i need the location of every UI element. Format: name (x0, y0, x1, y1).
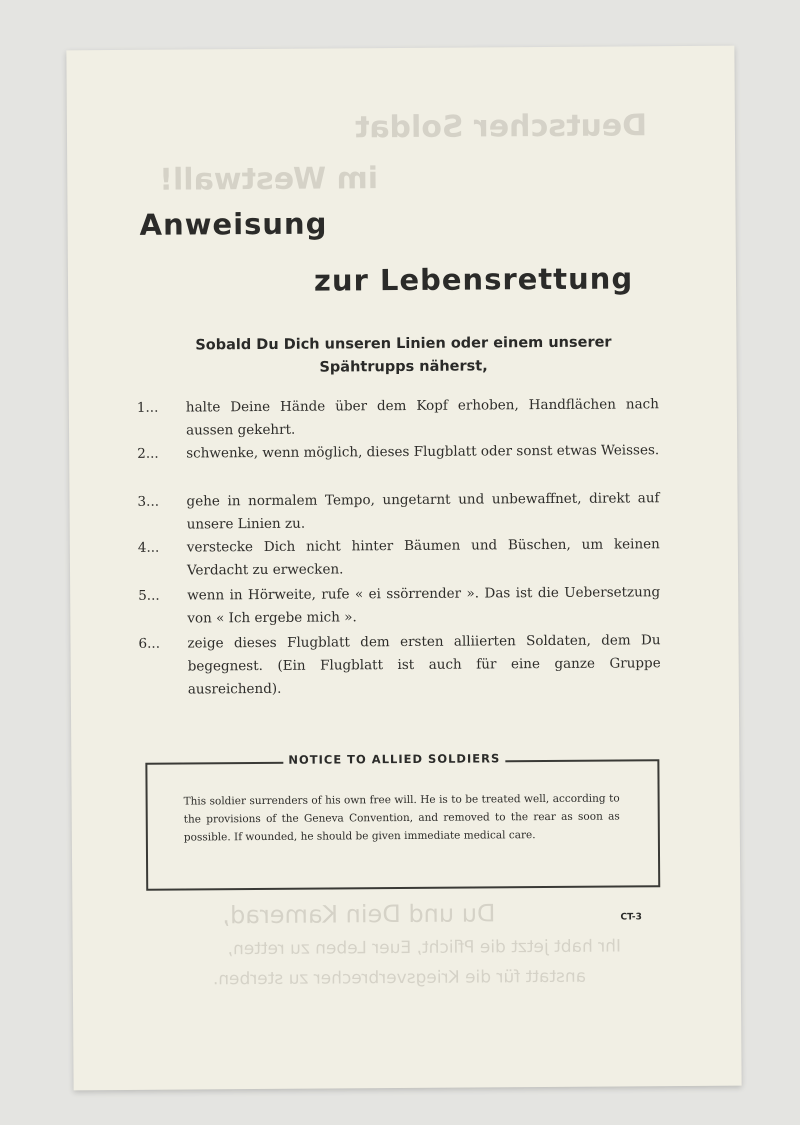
show-through-line1: Deutscher Soldat (354, 108, 648, 146)
title-line2: zur Lebensrettung (313, 261, 634, 298)
item-number: 4... (137, 539, 160, 556)
item-text: zeige dieses Flugblatt dem ersten alliierten Soldaten, dem Du begegnest. (Ein Flugblatt ist auch für eine ganze Gruppe ausreichend). (187, 632, 661, 698)
show-through-line3: Du und Dein Kamerad, (222, 899, 496, 930)
notice-text: This soldier surrenders of his own free will. He is to be treated well, according to the provisions of the Geneva Convention, and removed to the rear as soon as possible. If wounded, he should be given immediate medical care. (183, 792, 620, 844)
item-number: 6... (138, 635, 161, 652)
item-number: 5... (138, 587, 160, 604)
title-line1: Anweisung (139, 206, 328, 242)
item-number: 1... (136, 399, 159, 416)
item-text: verstecke Dich nicht hinter Bäumen und Büschen, um keinen Verdacht zu erwecken. (186, 536, 660, 579)
item-text: wenn in Hörweite, rufe « ei ssörrender ». Das ist die Uebersetzung von « Ich ergebe mich ». (187, 584, 661, 627)
show-through-line2: im Westwall! (159, 161, 379, 198)
notice-title: NOTICE TO ALLIED SOLDIERS (283, 751, 505, 767)
item-text: schwenke, wenn möglich, dieses Flugblatt oder sonst etwas Weisses. (186, 442, 660, 462)
show-through-line5: anstatt für die Kriegsverbrecher zu sterben. (212, 966, 587, 990)
item-text: gehe in normalem Tempo, ungetarnt und unbewaffnet, direkt auf unsere Linien zu. (186, 490, 660, 533)
item-number: 2... (137, 445, 159, 462)
instruction-item-3 (137, 487, 667, 533)
leaflet-code: CT-3 (620, 912, 642, 923)
allied-notice-box (145, 751, 660, 891)
item-number: 3... (137, 493, 160, 510)
item-text: halte Deine Hände über dem Kopf erhoben, Handflächen nach aussen gekehrt. (185, 396, 659, 439)
instruction-item-1 (136, 393, 667, 439)
show-through-line4: Ihr habt jetzt die Pflicht, Euer Leben zu retten, (227, 936, 622, 960)
leaflet-page (66, 46, 741, 1091)
intro-text: Sobald Du Dich unseren Linien oder einem unserer Spähtrupps näherst, (195, 334, 612, 376)
